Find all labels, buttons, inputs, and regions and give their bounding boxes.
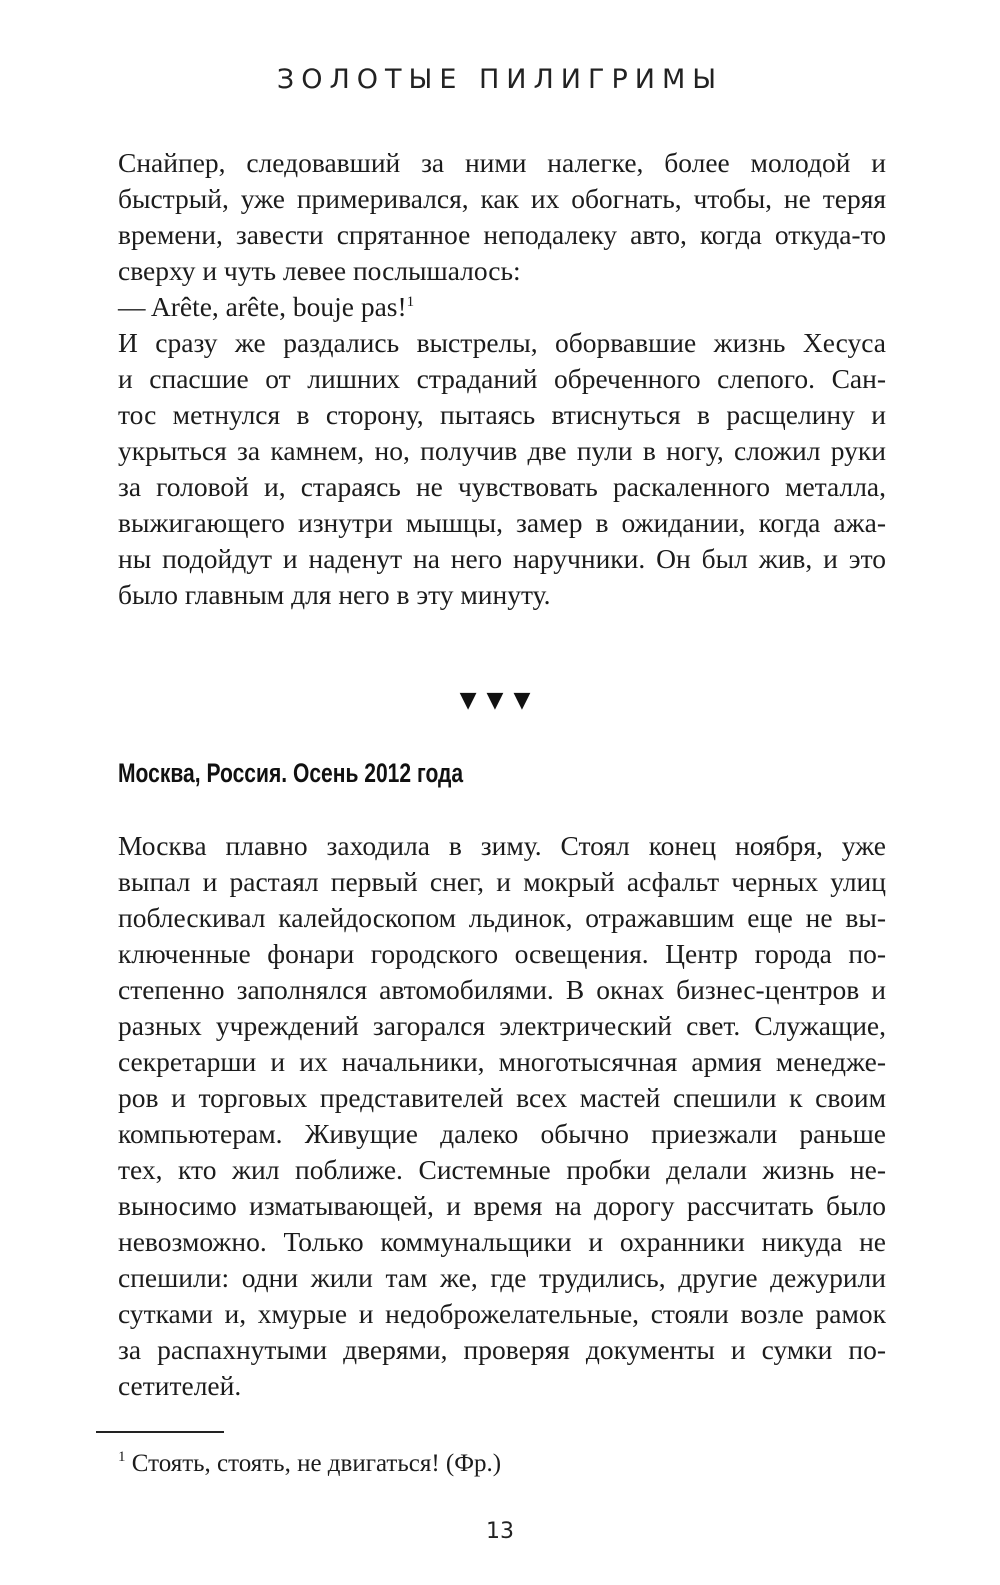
text-line: ключенные фонари городского освещения. Центр города по- [118, 938, 886, 969]
footnote-text: Стоять, стоять, не двигаться! (Фр.) [131, 1450, 502, 1477]
text-line: поблескивал калейдоскопом льдинок, отражавшим еще не вы- [118, 902, 886, 933]
text-line: тех, кто жил поближе. Системные пробки делали жизнь не- [118, 1154, 886, 1185]
text-line: укрыться за камнем, но, получив две пули в ногу, сложил руки [118, 435, 886, 466]
section-heading: Москва, Россия. Осень 2012 года [118, 758, 464, 788]
text-line: тос метнулся в сторону, пытаясь втиснуться в расщелину и [118, 399, 886, 430]
text-line: выпал и растаял первый снег, и мокрый асфальт черных улиц [118, 866, 886, 897]
text-line: и спасшие от лишних страданий обреченного слепого. Сан- [118, 363, 886, 394]
text-line: И сразу же раздались выстрелы, оборвавшие жизнь Хесуса [118, 327, 886, 358]
footnote-divider [96, 1431, 224, 1433]
text-line: сверху и чуть левее послышалось: [118, 255, 521, 286]
running-head: ЗОЛОТЫЕ ПИЛИГРИМЫ [276, 64, 724, 95]
text-line: спешили: одни жили там же, где трудились, другие дежурили [118, 1262, 886, 1293]
paragraph-block-1 [118, 145, 886, 613]
text-line: Москва плавно заходила в зиму. Стоял конец ноября, уже [118, 830, 886, 861]
text-line: времени, завести спрятанное неподалеку авто, когда откуда-то [118, 219, 886, 250]
text-line: ны подойдут и наденут на него наручники. Он был жив, и это [118, 543, 886, 574]
text-line: Снайпер, следовавший за ними налегке, более молодой и [118, 147, 886, 178]
paragraph-block-2 [118, 828, 886, 1404]
text-line: ров и торговых представителей всех мастей спешили к своим [118, 1082, 886, 1113]
footnote [118, 1450, 501, 1478]
text-line: невозможно. Только коммунальщики и охранники никуда не [118, 1226, 886, 1257]
footnote-marker: 1 [406, 294, 415, 310]
dialogue-line: — Arête, arête, bouje pas!$^1$ [118, 291, 415, 322]
text-line: сетителей. [118, 1370, 242, 1401]
text-line: разных учреждений загорался электрический свет. Служащие, [118, 1010, 886, 1041]
page-number: 13 [486, 1519, 514, 1544]
text-line: за распахнутыми дверями, проверяя документы и сумки по- [118, 1334, 886, 1365]
text-line: за головой и, стараясь не чувствовать раскаленного металла, [118, 471, 886, 502]
footnote-number: 1 [118, 1449, 126, 1465]
text-line: компьютерам. Живущие далеко обычно приезжали раньше [118, 1118, 886, 1149]
text-line: выжигающего изнутри мышцы, замер в ожидании, когда ажа- [118, 507, 886, 538]
text-line: секретарши и их начальники, многотысячная армия менедже- [118, 1046, 886, 1077]
text-line: выносимо изматывающей, и время на дорогу рассчитать было [118, 1190, 886, 1221]
section-break-ornament: ▼▼▼ [459, 688, 541, 713]
text-line: быстрый, уже примеривался, как их обогнать, чтобы, не теряя [118, 183, 886, 214]
text-line: было главным для него в эту минуту. [118, 579, 551, 610]
text-line: сутками и, хмурые и недоброжелательные, стояли возле рамок [118, 1298, 886, 1329]
text-line: степенно заполнялся автомобилями. В окнах бизнес-центров и [118, 974, 886, 1005]
